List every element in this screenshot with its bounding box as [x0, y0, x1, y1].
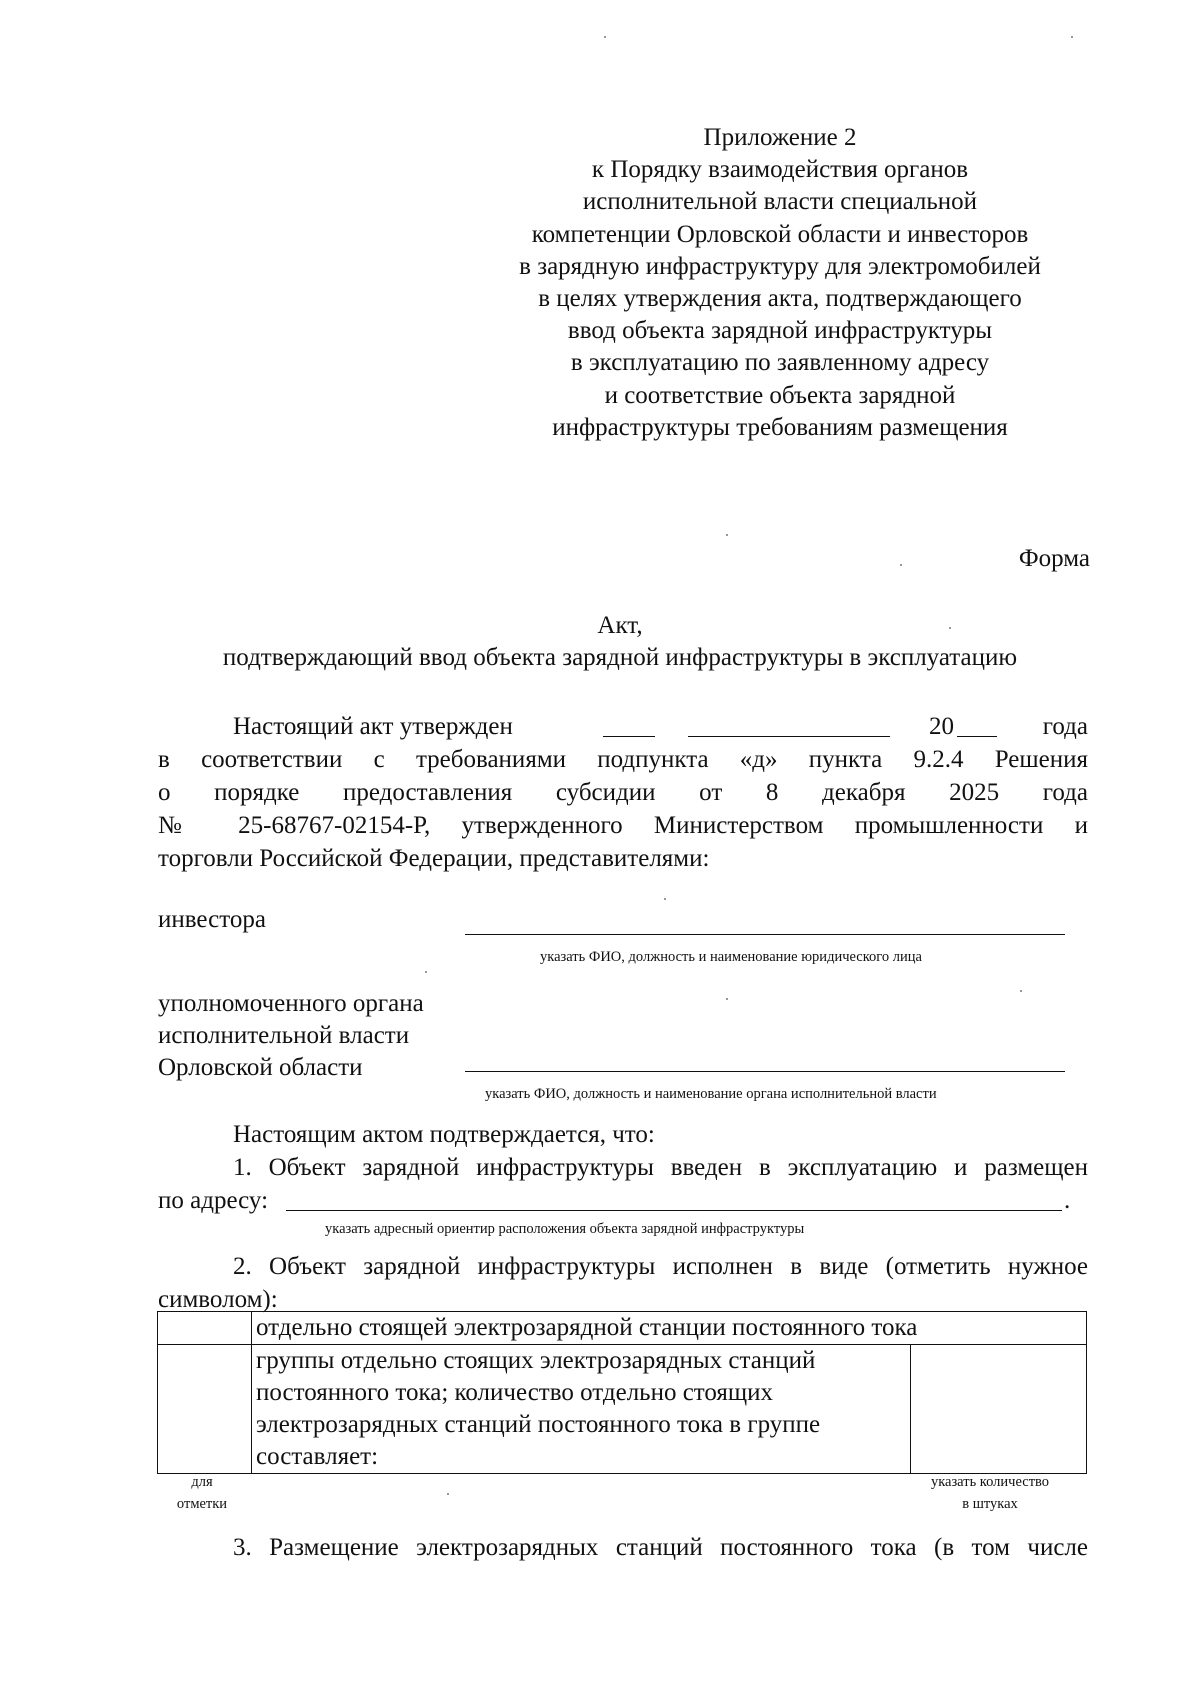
appendix-line: к Порядку взаимодействия органов [591, 156, 969, 184]
year-blank[interactable] [957, 714, 997, 737]
approval-prefix: Настоящий акт утвержден [233, 713, 513, 740]
mark-cell-single-station[interactable] [158, 1312, 252, 1345]
mark-note [162, 1471, 242, 1515]
table-row [158, 1312, 1087, 1345]
scan-speck [604, 36, 606, 38]
item2-line1: 2. Объект зарядной инфраструктуры исполнен в виде (отметить нужное [233, 1253, 1088, 1280]
scan-speck [726, 534, 728, 536]
option-line: группы отдельно стоящих электрозарядных станций [256, 1347, 816, 1374]
approval-line: торговли Российской Федерации, представителями: [158, 845, 710, 872]
day-blank[interactable] [603, 714, 655, 737]
appendix-line: компетенции Орловской области и инвесторов [531, 220, 1029, 248]
authority-signature-line[interactable] [465, 1071, 1065, 1072]
item2-block [158, 1250, 1088, 1316]
scan-speck [664, 898, 666, 900]
scan-speck [1071, 36, 1073, 38]
year-prefix: 20 [929, 713, 954, 740]
option-station-group [252, 1345, 911, 1474]
option-line: составляет: [256, 1443, 379, 1470]
act-title: Акт, [597, 612, 643, 639]
option-line: электрозарядных станций постоянного тока в группе [256, 1411, 821, 1438]
mark-note-line: для [191, 1474, 213, 1490]
appendix-line: в зарядную инфраструктуру для электромобилей [519, 252, 1041, 280]
authority-label-line: исполнительной власти [158, 1022, 410, 1049]
scan-speck [726, 998, 728, 1000]
year-suffix: года [1042, 713, 1088, 740]
appendix-line: в целях утверждения акта, подтверждающего [538, 285, 1022, 313]
item2-line2: символом): [158, 1286, 278, 1313]
item1-line2 [158, 1184, 1088, 1217]
confirm-intro: Настоящим актом подтверждается, что: [233, 1121, 655, 1148]
appendix-line: инфраструктуры требованиям размещения [552, 413, 1008, 441]
approval-line: в соответствии с требованиями подпункта «д» пункта 9.2.4 Решения [158, 746, 1088, 773]
authority-label-line: уполномоченного органа [158, 990, 424, 1017]
table-row [158, 1345, 1087, 1474]
approval-line-1 [158, 710, 1088, 743]
option-line: постоянного тока; количество отдельно стоящих [256, 1379, 774, 1406]
scan-speck [447, 1493, 449, 1495]
appendix-line: Приложение 2 [703, 124, 857, 151]
approval-paragraph [158, 710, 1088, 875]
investor-hint: указать ФИО, должность и наименование юридического лица [540, 949, 922, 965]
appendix-line: ввод объекта зарядной инфраструктуры [567, 317, 993, 345]
item3-block [158, 1531, 1088, 1564]
investor-label: инвестора [158, 906, 266, 933]
count-note-line: в штуках [962, 1496, 1018, 1512]
option-single-station: отдельно стоящей электрозарядной станции постоянного тока [252, 1312, 1087, 1345]
form-label: Форма [1018, 545, 1090, 572]
authority-label [158, 988, 424, 1084]
appendix-header [460, 122, 1100, 444]
mark-cell-station-group[interactable] [158, 1345, 252, 1474]
act-title-block [0, 610, 1200, 674]
mark-note-line: отметки [176, 1496, 228, 1512]
scan-speck [949, 627, 951, 629]
execution-type-table [157, 1311, 1087, 1474]
authority-label-line: Орловской области [158, 1054, 363, 1081]
appendix-line: в эксплуатацию по заявленному адресу [570, 349, 990, 377]
act-subtitle: подтверждающий ввод объекта зарядной инфраструктуры в эксплуатацию [222, 644, 1018, 671]
authority-hint: указать ФИО, должность и наименование органа исполнительной власти [485, 1086, 937, 1102]
scan-speck [900, 564, 902, 566]
approval-line: № 25-68767-02154-Р, утвержденного Министерством промышленности и [158, 812, 1088, 839]
address-blank[interactable] [286, 1188, 1062, 1211]
item1-line1: 1. Объект зарядной инфраструктуры введен в эксплуатацию и размещен [233, 1154, 1088, 1181]
confirm-section [158, 1118, 1088, 1217]
appendix-line: и соответствие объекта зарядной [604, 381, 956, 409]
address-period: . [1064, 1187, 1071, 1214]
investor-signature-line[interactable] [465, 934, 1065, 935]
count-note-line: указать количество [930, 1474, 1050, 1490]
appendix-line: исполнительной власти специальной [582, 188, 978, 216]
month-blank[interactable] [688, 714, 890, 737]
scan-speck [425, 971, 427, 973]
address-label: по адресу: [158, 1187, 269, 1214]
approval-line: о порядке предоставления субсидии от 8 декабря 2025 года [158, 779, 1088, 806]
item3-line1: 3. Размещение электрозарядных станций постоянного тока (в том числе [233, 1534, 1088, 1561]
count-note [900, 1471, 1080, 1515]
address-hint: указать адресный ориентир расположения объекта зарядной инфраструктуры [325, 1221, 805, 1237]
station-count-cell[interactable] [911, 1345, 1087, 1474]
scan-speck [1020, 990, 1022, 992]
